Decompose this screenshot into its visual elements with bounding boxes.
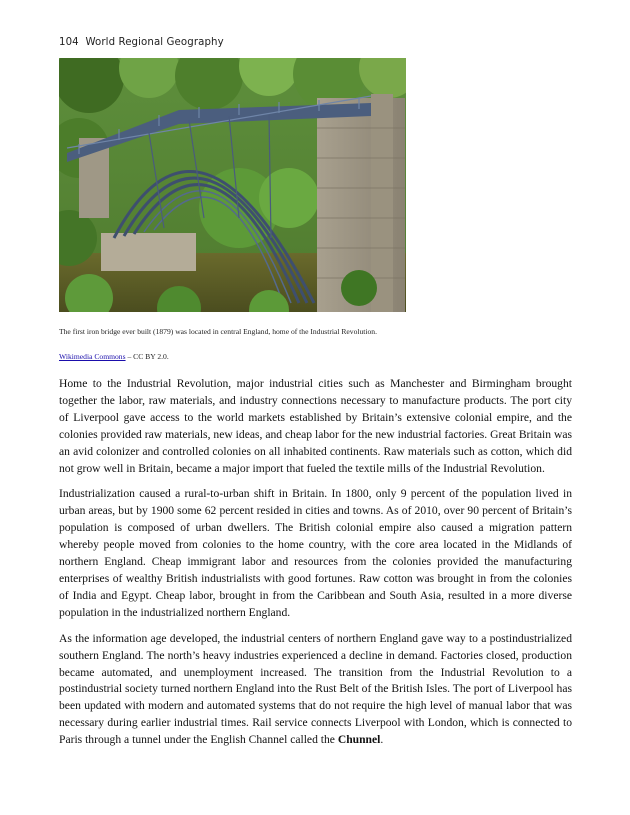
paragraph-1: Home to the Industrial Revolution, major industrial cities such as Manchester and Birmingham brought together the labor, raw materials, and industry connections necessary to manufacture products. The port city of Liverpool gave access to the world markets established by Britain’s extensive colonial empire, and the colonies provided raw materials, new ideas, and cheap labor for the new industrial factories. Great Britain was an avid colonizer and controlled colonies on all inhabited continents. Raw materials such as cotton, which did not grow well in Britain, became a major import that fueled the textile mills of the Industrial Revolution. xyxy=(59,377,572,475)
book-title: World Regional Geography xyxy=(85,37,224,48)
figure-credit xyxy=(59,352,571,361)
body-text xyxy=(59,376,572,758)
term-chunnel: Chunnel xyxy=(337,733,381,747)
paragraph-3-end: . xyxy=(380,733,384,747)
wikimedia-commons-link[interactable]: Wikimedia Commons xyxy=(59,352,126,361)
page-number: 104 xyxy=(59,37,79,48)
iron-bridge-illustration xyxy=(59,58,406,312)
paragraph-2: Industrialization caused a rural-to-urban shift in Britain. In 1800, only 9 percent of the population lived in urban areas, but by 1900 some 62 percent resided in cities and towns. As of 2010, over 90 percent of Britain’s population is composed of urban dwellers. The British colonial empire also caused a migration pattern whereby people moved from colonies to the home country, with the core area located in the Midlands of northern England. Cheap immigrant labor and resources from the colonies provided the manufacturing enterprises of wealthy British industrialists with good fortunes. Raw cotton was brought in from the colonies of India and Egypt. Cheap labor, brought in from the Caribbean and South Asia, resulted in a more diverse population in the industrialized northern England. xyxy=(59,487,572,619)
paragraph-3-text: As the information age developed, the industrial centers of northern England gave way to a postindustrialized southern England. The north’s heavy industries experienced a decline in demand. Factories closed, production became automated, and unemployment increased. The transition from the Industrial Revolution to a postindustrial society turned northern England into the Rust Belt of the British Isles. The port of Liverpool has been updated with modern and automated systems that do not require the high level of manual labor that was necessary during earlier industrial times. Rail service connects Liverpool with London, which is connected to Paris through a tunnel under the English Channel called the xyxy=(59,631,572,747)
running-header xyxy=(59,37,224,48)
license-text: – CC BY 2.0. xyxy=(125,352,169,361)
figure-caption: The first iron bridge ever built (1879) was located in central England, home of the Industrial Revolution. xyxy=(59,327,378,336)
paragraph-3 xyxy=(59,631,572,749)
iron-bridge-photo xyxy=(59,58,406,312)
